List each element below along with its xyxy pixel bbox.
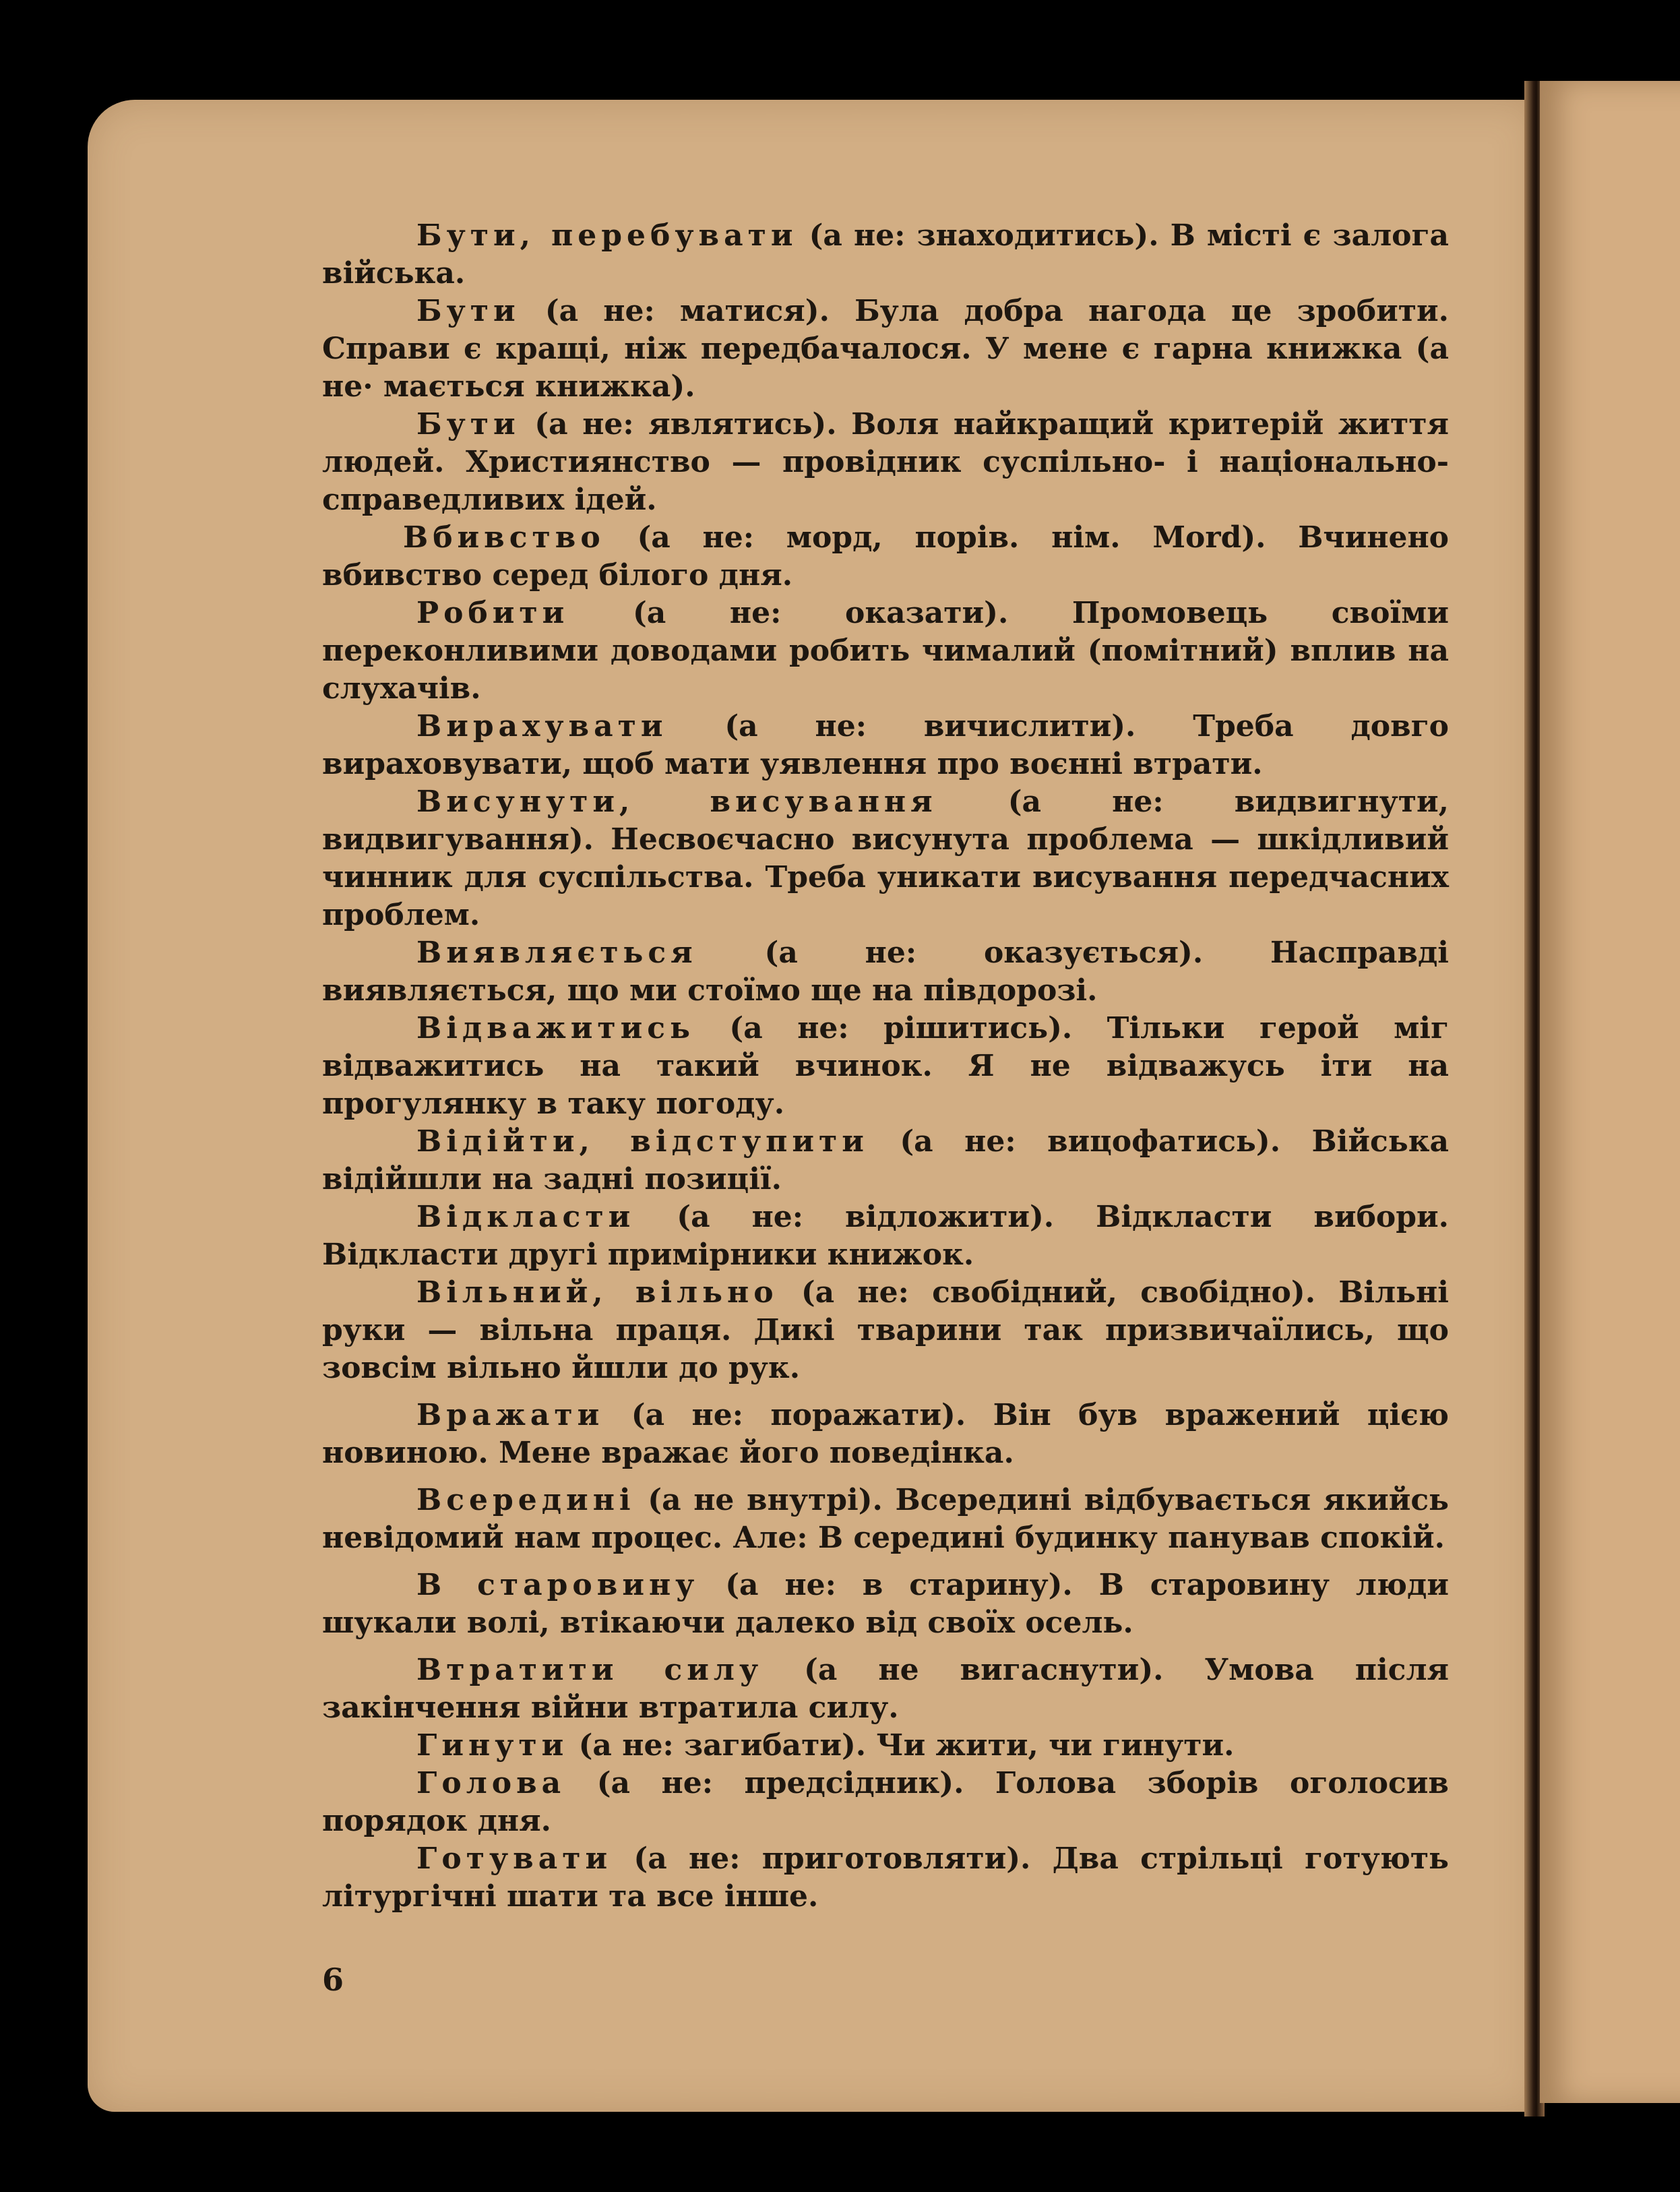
entry-headword: Вирахувати	[416, 709, 668, 743]
entry-body: (а не: свобідний, свобідно). Вільні руки — вільна праця. Дикі тварини так призвичаїлись, що зовсім вільно йшли до рук.	[322, 1275, 1449, 1385]
entry-body: (а не: рішитись). Тільки герой міг відважитись на такий вчинок. Я не відважусь іти на прогулянку в таку погоду.	[322, 1011, 1449, 1121]
page-number: 6	[322, 1961, 344, 1998]
entry-headword: Бути	[416, 407, 520, 442]
entry	[322, 1840, 1449, 1916]
entry-headword: Висунути, висування	[416, 785, 937, 819]
entry	[322, 1198, 1449, 1274]
entry-body: (а не вигаснути). Умова після закінчення війни втратила силу.	[322, 1653, 1449, 1725]
entry	[322, 1397, 1449, 1472]
entry-body: (а не: знаходитись). В місті є залога війська.	[322, 218, 1449, 291]
entry-body: (а не: загибати). Чи жити, чи гинути.	[568, 1728, 1235, 1763]
entry	[322, 519, 1449, 595]
entry	[322, 1651, 1449, 1727]
entry-headword: Відкласти	[416, 1200, 635, 1234]
dictionary-text	[322, 217, 1449, 1916]
entry-body: (а не внутрі). Всередині відбувається якийсь невідомий нам процес. Але: В середині будинку панував спокій.	[322, 1483, 1449, 1555]
entry	[322, 1274, 1449, 1387]
entry-body: (а не: поражати). Він був вражений цією новиною. Мене вражає його поведінка.	[322, 1398, 1449, 1470]
right-page-edge	[1540, 81, 1680, 2103]
entry-headword: Всередині	[416, 1483, 635, 1517]
entry	[322, 1566, 1449, 1642]
entry-headword: Вільний, вільно	[416, 1275, 778, 1310]
entry	[322, 1765, 1449, 1840]
entry-headword: Відійти, відступити	[416, 1124, 869, 1159]
entry-headword: В старовину	[416, 1568, 699, 1602]
entry-body: (а не: приготовляти). Два стрільці готують літургічні шати та все інше.	[322, 1841, 1449, 1914]
entry-body: (а не: являтись). Воля найкращий критерій життя людей. Християнство — провідник суспільно- і національно-справедливих ідей.	[322, 407, 1449, 517]
entry-body: (а не: матися). Була добра нагода це зробити. Справи є кращі, ніж передбачалося. У мене є гарна книжка (а не· мається книжка).	[322, 294, 1449, 404]
entry	[322, 406, 1449, 519]
entry	[322, 217, 1449, 293]
entry	[322, 1010, 1449, 1123]
entry	[322, 1727, 1449, 1765]
entry-body: (а не: оказується). Насправді виявляється, що ми стоїмо ще на півдорозі.	[322, 936, 1449, 1008]
entry-headword: Відважитись	[416, 1011, 695, 1045]
entry-body: (а не: вицофатись). Війська відійшли на задні позиції.	[322, 1124, 1449, 1196]
entry-body: (а не: відложити). Відкласти вибори. Відкласти другі примірники книжок.	[322, 1200, 1449, 1272]
entry-body: (а не: в старину). В старовину люди шукали волі, втікаючи далеко від своїх осель.	[322, 1568, 1449, 1640]
entry-body: (а не: оказати). Промовець своїми переконливими доводами робить чималий (помітний) вплив на слухачів.	[322, 596, 1449, 706]
entry	[322, 708, 1449, 783]
entry	[322, 783, 1449, 934]
entry-headword: Бути, перебувати	[416, 218, 798, 253]
entry-headword: Гинути	[416, 1728, 569, 1763]
entry-headword: Виявляється	[416, 936, 697, 970]
entry-headword: Робити	[416, 596, 569, 630]
entry-headword: Вбивство	[403, 520, 605, 555]
entry-headword: Готувати	[416, 1841, 613, 1876]
entry-headword: Втратити силу	[416, 1653, 764, 1687]
entry-headword: Бути	[416, 294, 520, 328]
entry	[322, 1123, 1449, 1198]
entry-body: (а не: видвигнути, видвигування). Несвоєчасно висунута проблема — шкідливий чинник для суспільства. Треба уникати висування передчасних проблем.	[322, 785, 1449, 932]
entry-body: (а не: морд, порів. нім. Mord). Вчинено вбивство серед білого дня.	[322, 520, 1449, 592]
entry-headword: Вражати	[416, 1398, 604, 1432]
entry	[322, 595, 1449, 708]
entry-headword: Голова	[416, 1766, 566, 1800]
entry-body: (а не: предсідник). Голова зборів оголосив порядок дня.	[322, 1766, 1449, 1838]
entry	[322, 293, 1449, 406]
entry	[322, 1482, 1449, 1557]
entry-body: (а не: вичислити). Треба довго вираховувати, щоб мати уявлення про воєнні втрати.	[322, 709, 1449, 781]
entry	[322, 934, 1449, 1010]
